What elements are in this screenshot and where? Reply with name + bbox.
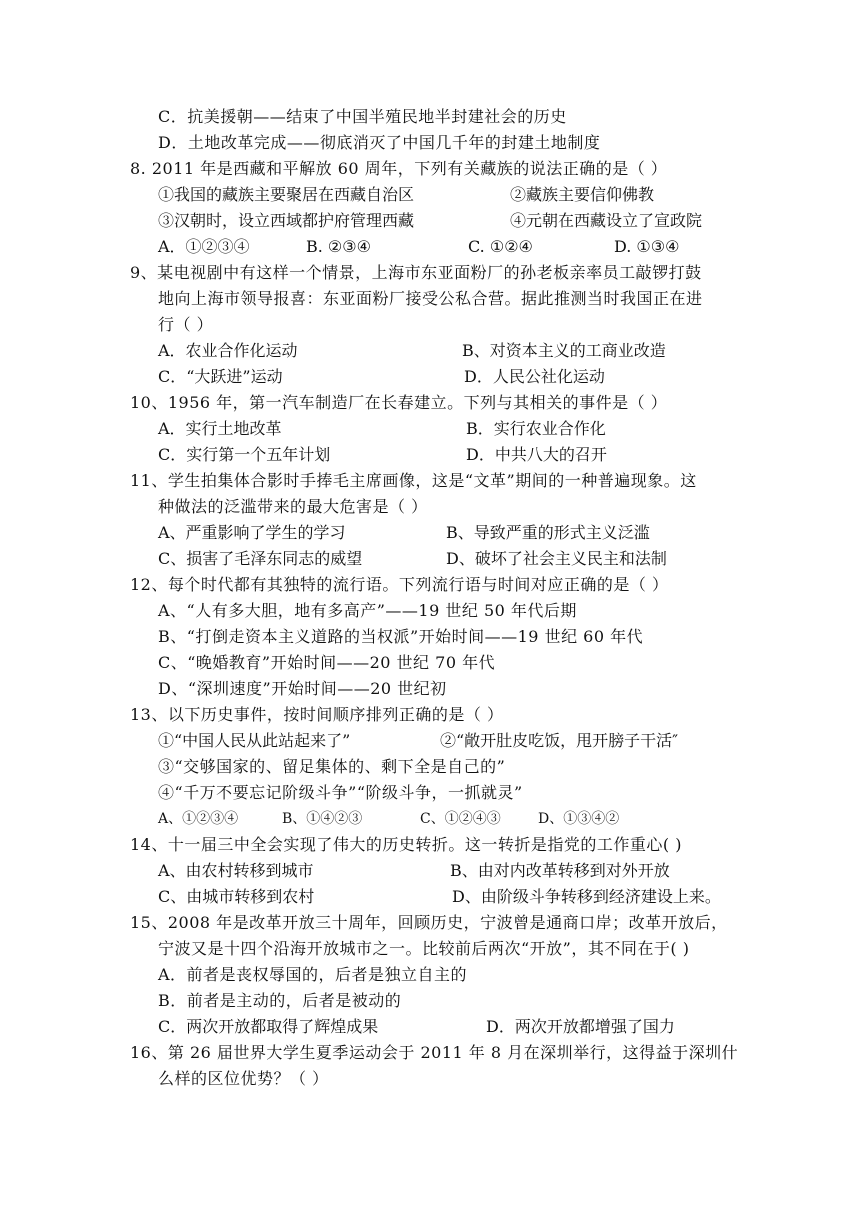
q11-option-b: B、导致严重的形式主义泛滥 [446,523,650,542]
q7-option-d: D．土地改革完成——彻底消灭了中国几千年的封建土地制度 [158,133,601,152]
q13-statement-4: ④“千万不要忘记阶级斗争”“阶级斗争，一抓就灵” [158,783,523,802]
q13-stem: 13、以下历史事件，按时间顺序排列正确的是（ ） [130,705,504,724]
q11-option-d: D、破坏了社会主义民主和法制 [446,549,667,568]
q15-option-a: A．前者是丧权辱国的，后者是独立自主的 [158,965,468,984]
q8-statement-4: ④元朝在西藏设立了宣政院 [510,211,703,230]
q11-stem-line1: 11、学生拍集体合影时手捧毛主席画像，这是“文革”期间的一种普遍现象。这 [130,471,697,490]
q13-option-b: B、①④②③ [282,811,363,827]
q16-stem-line2: 么样的区位优势？（ ） [158,1069,329,1088]
q9-stem-line2: 地向上海市领导报喜：东亚面粉厂接受公私合营。据此推测当时我国正在进 [158,289,703,308]
q8-statement-1: ①我国的藏族主要聚居在西藏自治区 [158,185,415,204]
q13-statement-3: ③“交够国家的、留足集体的、剩下全是自己的” [158,757,506,776]
q11-stem-line2: 种做法的泛滥带来的最大危害是（ ） [158,497,428,516]
q11-option-c: C、损害了毛泽东同志的威望 [158,549,363,568]
q15-option-c: C．两次开放都取得了辉煌成果 [158,1017,379,1036]
q8-option-d: D. ①③④ [614,237,680,256]
q10-option-a: A．实行土地改革 [158,419,282,438]
q13-option-c: C、①②④③ [420,811,501,827]
q7-option-c: C．抗美援朝——结束了中国半殖民地半封建社会的历史 [158,107,567,126]
q12-option-d: D、“深圳速度”开始时间——20 世纪初 [158,679,447,698]
q13-statement-2: ②“敞开肚皮吃饭，甩开膀子干活″ [440,731,679,750]
q12-stem: 12、每个时代都有其独特的流行语。下列流行语与时间对应正确的是（ ） [130,575,669,594]
q8-statement-2: ②藏族主要信仰佛教 [510,185,655,204]
q14-stem: 14、十一届三中全会实现了伟大的历史转折。这一转折是指党的工作重心( ) [130,835,682,854]
q9-option-c: C．“大跃进”运动 [158,367,283,386]
q15-stem-line2: 宁波又是十四个沿海开放城市之一。比较前后两次“开放”，其不同在于( ) [158,939,690,958]
q12-option-c: C、“晚婚教育”开始时间——20 世纪 70 年代 [158,653,496,672]
q8-option-c: C. ①②④ [468,237,533,256]
q12-option-a: A、“人有多大胆，地有多高产”——19 世纪 50 年代后期 [158,601,577,620]
q13-option-a: A、①②③④ [158,811,239,827]
q11-option-a: A、严重影响了学生的学习 [158,523,346,542]
q9-option-a: A．农业合作化运动 [158,341,298,360]
q14-option-b: B、由对内改革转移到对外开放 [450,861,670,880]
q14-option-d: D、由阶级斗争转移到经济建设上来。 [452,887,721,906]
q8-option-b: B. ②③④ [306,237,371,256]
q10-stem: 10、1956 年，第一汽车制造厂在长春建立。下列与其相关的事件是（ ） [130,393,668,412]
q10-option-b: B．实行农业合作化 [466,419,606,438]
q14-option-a: A、由农村转移到城市 [158,861,314,880]
q8-stem: 8. 2011 年是西藏和平解放 60 周年，下列有关藏族的说法正确的是（ ） [130,159,668,178]
q16-stem-line1: 16、第 26 届世界大学生夏季运动会于 2011 年 8 月在深圳举行，这得益于深圳什 [130,1043,739,1062]
q8-option-a: A．①②③④ [158,237,250,256]
q13-option-d: D、①③④② [538,811,620,827]
q15-option-b: B．前者是主动的，后者是被动的 [158,991,402,1010]
q13-statement-1: ①“中国人民从此站起来了” [158,731,351,750]
q8-statement-3: ③汉朝时，设立西域都护府管理西藏 [158,211,415,230]
q10-option-d: D．中共八大的召开 [466,445,607,464]
q15-option-d: D．两次开放都增强了国力 [486,1017,675,1036]
q9-stem-line3: 行（ ） [158,315,214,334]
q9-option-b: B、对资本主义的工商业改造 [462,341,666,360]
q15-stem-line1: 15、2008 年是改革开放三十周年，回顾历史，宁波曾是通商口岸；改革开放后， [130,913,728,932]
q10-option-c: C．实行第一个五年计划 [158,445,331,464]
q12-option-b: B、“打倒走资本主义道路的当权派”开始时间——19 世纪 60 年代 [158,627,644,646]
q14-option-c: C、由城市转移到农村 [158,887,315,906]
q9-option-d: D．人民公社化运动 [464,367,605,386]
q9-stem-line1: 9、某电视剧中有这样一个情景，上海市东亚面粉厂的孙老板亲率员工敲锣打鼓 [130,263,702,282]
